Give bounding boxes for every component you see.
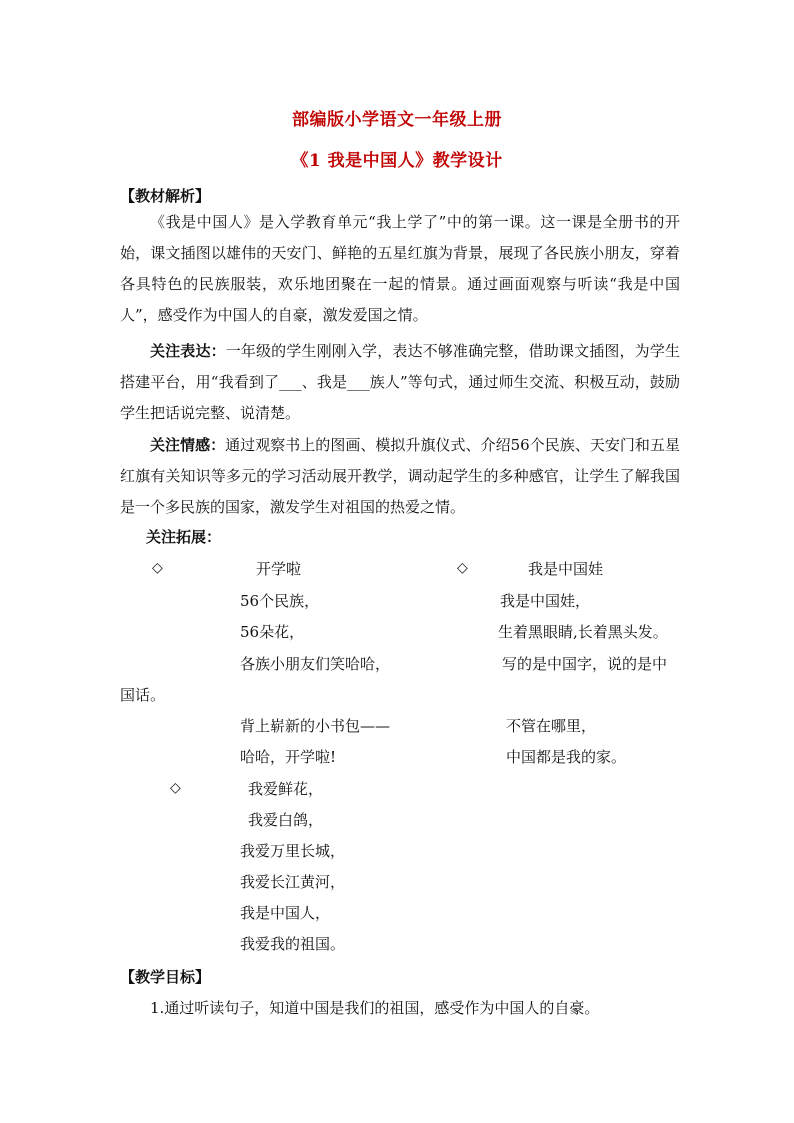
extend-label: 关注拓展： [146, 528, 222, 546]
poem3-line: 我是中国人， [240, 904, 331, 922]
goal-item: 1.通过听读句子，知道中国是我们的祖国，感受作为中国人的自豪。 [150, 999, 600, 1017]
emotion-text: 通过观察书上的图画、模拟升旗仪式、介绍56个民族、天安门和五星红旗有关知识等多元的学习活动展开教学，调动起学生的多种感官，让学生了解我国是一个多民族的国家，激发学生对祖国的热爱之情。 [120, 436, 680, 516]
express-label: 关注表达： [150, 342, 226, 360]
poem2-line: 国话。 [120, 686, 166, 704]
emotion-label: 关注情感： [150, 436, 226, 454]
document-title: 部编版小学语文一年级上册 [292, 110, 502, 130]
poem2-line: 中国都是我的家。 [506, 748, 627, 766]
poem3-line: 我爱白鸽， [248, 811, 324, 829]
express-text: 一年级的学生刚刚入学，表达不够准确完整，借助课文插图，为学生搭建平台，用“我看到了___、我是___族人”等句式，通过师生交流、积极互动，鼓励学生把话说完整、说清楚。 [120, 342, 680, 422]
lesson-title: 《1 我是中国人》教学设计 [291, 151, 503, 171]
poem2-line: 生着黑眼睛,长着黑头发。 [498, 623, 668, 641]
poem3-line: 我爱万里长城， [240, 842, 346, 860]
poem2-line: 不管在哪里， [506, 717, 597, 735]
poem3-line: 我爱鲜花， [248, 780, 324, 798]
poem1-line: 56朵花， [240, 623, 305, 641]
section-heading-goals: 【教学目标】 [120, 968, 211, 986]
poem2-line: 我是中国娃， [500, 592, 591, 610]
emotion-paragraph [120, 430, 680, 523]
poem2-title: 我是中国娃 [528, 560, 604, 578]
poem1-line: 各族小朋友们笑哈哈， [240, 655, 391, 673]
poem3-line: 我爱长江黄河， [240, 873, 346, 891]
poem1-title: 开学啦 [256, 560, 302, 578]
poem1-line: 56个民族， [240, 592, 320, 610]
diamond-bullet-icon: ◇ [152, 560, 163, 576]
section-heading-analysis: 【教材解析】 [120, 187, 211, 205]
poem3-line: 我爱我的祖国。 [240, 935, 346, 953]
poem1-line: 哈哈，开学啦! [240, 748, 337, 766]
diamond-bullet-icon: ◇ [457, 560, 468, 576]
poem1-line: 背上崭新的小书包—— [240, 717, 391, 735]
express-paragraph [120, 336, 680, 429]
diamond-bullet-icon: ◇ [170, 780, 181, 796]
poem2-line: 写的是中国字，说的是中 [502, 655, 668, 673]
analysis-paragraph: 《我是中国人》是入学教育单元“我上学了”中的第一课。这一课是全册书的开始，课文插图以雄伟的天安门、鲜艳的五星红旗为背景，展现了各民族小朋友，穿着各具特色的民族服装，欢乐地团聚在一起的情景。通过画面观察与听读“我是中国人”，感受作为中国人的自豪，激发爱国之情。 [120, 213, 680, 324]
